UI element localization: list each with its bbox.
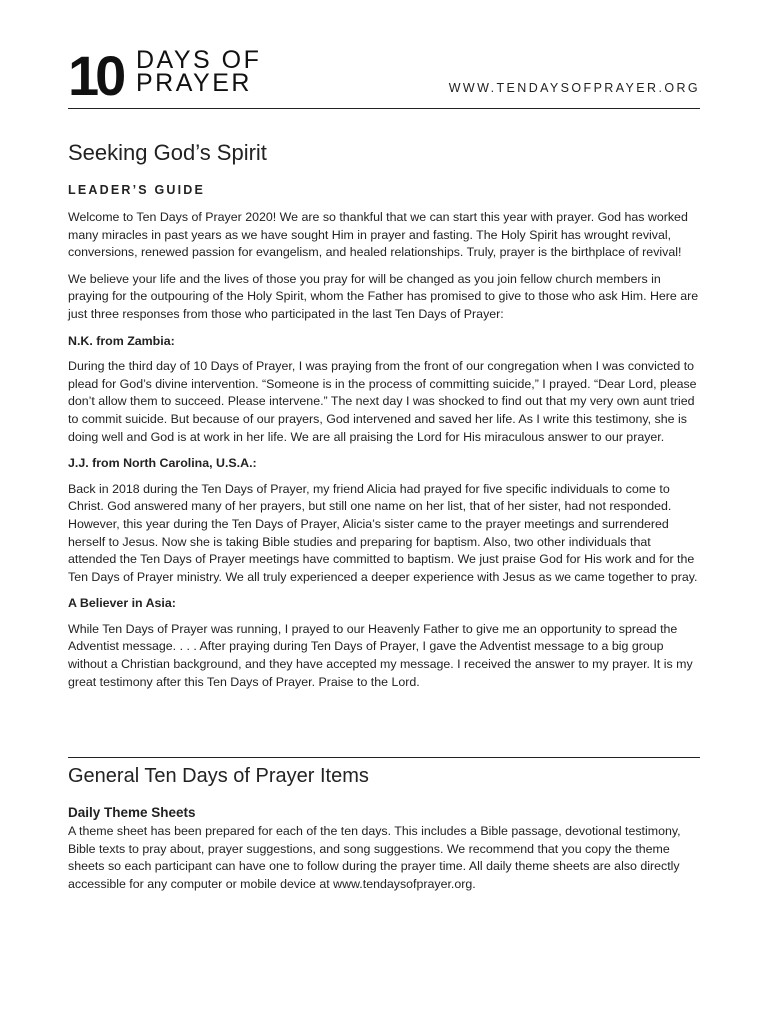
logo-number: 10 — [68, 44, 123, 107]
testimony-heading: N.K. from Zambia: — [68, 333, 175, 348]
general-items-section — [68, 762, 700, 893]
section-title: General Ten Days of Prayer Items — [68, 765, 369, 787]
testimony-heading: A Believer in Asia: — [68, 596, 176, 611]
leaders-guide-section — [68, 138, 700, 700]
testimony-body: During the third day of 10 Days of Prayer, I was praying from the front of our congregation when I was convicted to plead for God’s divine intervention. “Someone is in the process of committing suicide,” I prayed. “Dear Lord, please don’t allow them to succeed. Please intervene.” The next day I was shocked to find out that my very own aunt tried to commit suicide. But because of our prayers, God intervened and saved her life. As I write this testimony, she is doing well and God is at work in her life. We are all praising the Lord for His miraculous answer to our prayer. — [68, 359, 697, 444]
logo-line-days-of: DAYS OF — [136, 46, 262, 74]
section-divider — [68, 757, 700, 758]
testimony-body: Back in 2018 during the Ten Days of Prayer, my friend Alicia had prayed for five specific individuals to come to Christ. God answered many of her prayers, but still one name on her list, that of her sister, had not responded. However, this year during the Ten Days of Prayer, Alicia’s sister came to the prayer meetings and surrendered herself to Jesus. Now she is taking Bible studies and preparing for baptism. Also, two other individuals that attended the Ten Days of Prayer meetings have committed to baptism. We just praise God for His work and for the Ten Days of Prayer ministry. We all truly experienced a deeper experience with Jesus as we came together to pray. — [68, 481, 698, 584]
section-label: LEADER’S GUIDE — [68, 183, 206, 197]
website-url: WWW.TENDAYSOFPRAYER.ORG — [448, 81, 700, 95]
page-header — [68, 44, 700, 110]
header-divider — [68, 108, 700, 109]
daily-theme-sheets-body: A theme sheet has been prepared for each of the ten days. This includes a Bible passage, devotional testimony, Bible texts to pray about, prayer suggestions, and song suggestions. We recommend that you copy the theme sheets so each participant can have one to follow during the prayer time. All daily theme sheets are also directly accessible for any computer or mobile device at www.tendaysofprayer.org. — [68, 824, 681, 891]
intro-paragraph-1: Welcome to Ten Days of Prayer 2020! We are so thankful that we can start this year with prayer. God has worked many miracles in past years as we have sought Him in prayer and fasting. The Holy Spirit has wrought revival, conversions, renewed passion for evangelism, and healed relationships. Truly, prayer is the birthplace of revival! — [68, 210, 688, 260]
testimony-body: While Ten Days of Prayer was running, I prayed to our Heavenly Father to give me an opportunity to spread the Adventist message. . . . After praying during Ten Days of Prayer, I gave the Adventist message to a big group without a Christian background, and they have accepted my message. I received the answer to my prayer. It is my great testimony after this Ten Days of Prayer. Praise to the Lord. — [68, 621, 693, 689]
testimony-heading: J.J. from North Carolina, U.S.A.: — [68, 456, 257, 471]
page-title: Seeking God’s Spirit — [68, 140, 267, 165]
logo-line-prayer: PRAYER — [136, 69, 252, 97]
daily-theme-sheets-heading: Daily Theme Sheets — [68, 805, 196, 820]
intro-paragraph-2: We believe your life and the lives of those you pray for will be changed as you join fellow church members in praying for the outpouring of the Holy Spirit, whom the Father has promised to give to those who ask Him. Here are just three responses from those who participated in the last Ten Days of Prayer: — [68, 271, 699, 321]
logo-wordmark — [136, 46, 262, 97]
